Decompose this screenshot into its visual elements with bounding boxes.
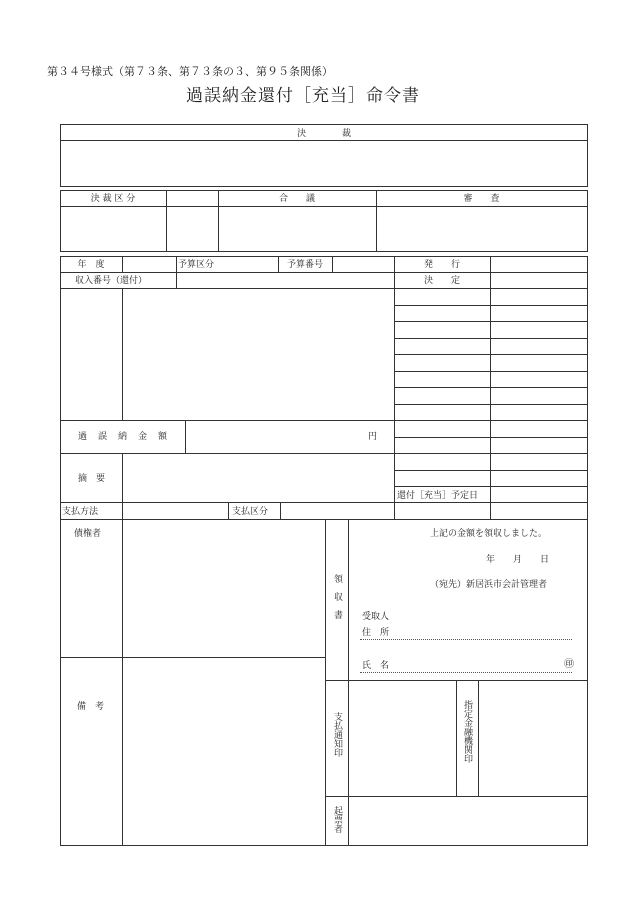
bank-label: 指定金融機関印 — [462, 700, 472, 763]
review-label: 審 査 — [463, 194, 500, 204]
amount-field[interactable] — [186, 421, 366, 453]
name-label: 氏 名 — [362, 661, 390, 671]
payment-notice-stamp[interactable] — [349, 681, 456, 796]
issue-label: 発 行 — [423, 260, 460, 270]
approval-stamp-area[interactable] — [61, 141, 587, 186]
approval-header: 決 裁 — [296, 129, 351, 139]
approval-category-label: 決 裁 区 分 — [90, 194, 136, 204]
seal-mark: ㊞ — [564, 659, 574, 670]
receipt-label: 領収書 — [332, 574, 342, 628]
payment-method-label: 支払方法 — [62, 507, 99, 517]
drafter-field[interactable] — [349, 797, 587, 845]
address-label: 住 所 — [362, 628, 390, 638]
receipt-date: 年 月 日 — [486, 555, 550, 565]
payment-category-field[interactable] — [281, 503, 394, 519]
name-line[interactable] — [360, 672, 572, 673]
budget-number-field[interactable] — [333, 257, 394, 272]
refund-date-label: 還付［充当］予定日 — [397, 491, 479, 501]
drafter-label: 起票者 — [332, 806, 342, 833]
address-line[interactable] — [360, 639, 572, 640]
budget-category-label: 予算区分 — [178, 260, 215, 270]
consult-label: 合 議 — [278, 194, 315, 204]
receipt-statement: 上記の金額を領収しました。 — [430, 529, 548, 539]
decide-label: 決 定 — [423, 276, 460, 286]
amount-unit: 円 — [368, 432, 378, 442]
budget-number-label: 予算番号 — [286, 260, 323, 270]
payment-notice-label: 支払通知印 — [332, 712, 342, 757]
remarks-label: 備 考 — [77, 702, 105, 712]
summary-label: 摘 要 — [78, 474, 106, 484]
amount-label: 過 誤 納 金 額 — [78, 432, 169, 442]
budget-category-field[interactable] — [220, 257, 278, 272]
payment-method-field[interactable] — [123, 503, 228, 519]
creditor-label: 債権者 — [74, 529, 102, 539]
revenue-number-label: 収入番号（還付） — [75, 276, 148, 286]
creditor-field[interactable] — [123, 520, 325, 657]
remarks-field[interactable] — [123, 658, 325, 845]
receipt-addressee: （宛先）新居浜市会計管理者 — [430, 580, 548, 590]
fiscal-year-field[interactable] — [123, 257, 176, 272]
summary-field[interactable] — [123, 454, 394, 502]
detail-area[interactable] — [123, 289, 394, 420]
recipient-label: 受取人 — [362, 612, 390, 622]
revenue-number-field[interactable] — [177, 273, 394, 288]
form-title: 過誤納金還付［充当］命令書 — [186, 86, 420, 106]
bank-stamp[interactable] — [479, 681, 587, 796]
form-number: 第３４号様式（第７３条、第７３条の３、第９５条関係） — [47, 65, 333, 78]
payment-category-label: 支払区分 — [232, 507, 269, 517]
fiscal-year-label: 年 度 — [77, 260, 105, 270]
